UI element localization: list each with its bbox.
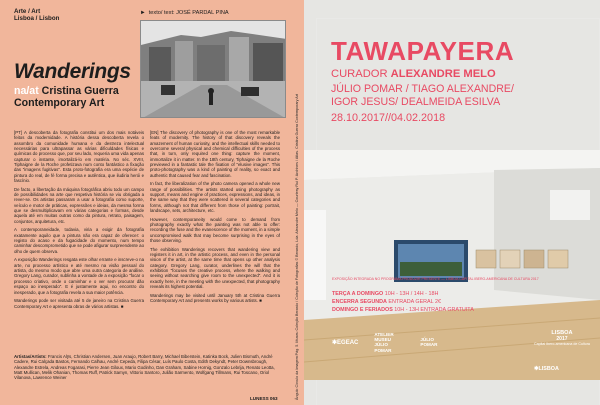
sponsor-logos: [332, 332, 446, 353]
egeac-logo: ✱EGEAC: [332, 339, 359, 346]
poster-dates: 28.10.2017//04.02.2018: [331, 112, 446, 124]
lisboa-year: 2017: [556, 336, 568, 342]
lisboa-text: LISBOA: [551, 330, 573, 336]
article-photo: [140, 20, 286, 118]
exhibition-poster: [304, 0, 600, 405]
poster-caption: EXPOSIÇÃO INTEGRADA NO PROGRAMA PRODUZIR PRESENTE — LISBOA CAPITAL IBERO-AMERICANA DE CULTURA 2017: [332, 277, 539, 281]
photo-credit-text: texto/ text: JOSÉ PARDAL PINA: [148, 10, 229, 16]
schedule-time: 10H - 13H ENTRADA GRATUITA: [392, 307, 474, 314]
artists-names: Francis Alÿs, Christian Andersen, Juan Araujo, Robert Barry, Michael Biberstein, Katinka Bock, Julien Bismuth, André Cadere, Rui Calçada Bastos, Fernando Calhau, André Cepeda, Filipa César, Luís Paulo Costa, Edith Dekyndt, Peter Downsbrough, Alexandre Estrela, Andreas Fogarasi, Pierre Jean Giloux, Mario Godinho, Dan Graham, Sabine Hornig, Gonzalo Lebrija, Renato Leotta, Matt Mullican, Melik Ohanian, Thomas Ruff, Patrick Samyn, Vittorio Santoro, Julião Sarmento, Wolfgang Tillmans, Rui Toscano, Oriol Vilanova, Lawrence Weiner: [14, 354, 275, 381]
poster-title: TAWAPAYERA: [331, 36, 515, 66]
pt-paragraph: [PT] A descoberta da fotografia constitui um dos mais notáveis feitos da modernidade. A história dessa descoberta revela o assombro da comunidade humana e da destreza intelectual necessárias para ultrapassar as várias dificuldades físicas e químicas do processo que, por seu lado, requeria uma vida apenas capturar o instante, imortalizá-lo em matéria. No séc. XVIII, Tiphaigne de la Roche profetizava num conto fantástico a fixação das "imagens fugitivas". Esta proto-fotografia era uma espécie de pintura do real, de fé forma precisa e autêntica, que iludiria herói e fascínio.: [14, 130, 144, 184]
en-paragraph: [EN] The discovery of photography is one of the most remarkable feats of modernity. The history of that discovery reveals the amazement of human curiosity, and the intellectual skills needed to overcome several physical and chemical difficulties of the process that, in turn, only required one thing: capture the moment, immortalize it in matter. In the 18th century, Tiphaigne de la Roche previewed in a fantastic tale the fixation of "elusive images". This proto-photography was a kind of painting of reality, so exact and authentic that caused fear and fascination.: [150, 130, 280, 178]
page-number: LUNESS 063: [250, 396, 278, 401]
julio-pomar-logo: JÚLIO POMAR: [420, 337, 438, 348]
schedule-day: TERÇA A DOMINGO: [332, 291, 384, 297]
schedule-day: DOMINGO E FERIADOS: [332, 307, 393, 314]
vertical-credit-text: Ângulo Círculo da Imagem Pág. 5. Museu Coleção Berardo / Coleção de Fotografias © Berardo, Lda. Alexandre Melo — Courtesy Rui P. Archives / Atlas. Cristina Guerra Contemporary Art: [295, 94, 299, 400]
vertical-credit-strip: [295, 0, 304, 405]
street-photo-illustration: [141, 21, 286, 118]
artists-label: Artistas/Artists:: [14, 354, 47, 359]
section-label: [14, 8, 59, 23]
lisboa-subtitle: Capital Ibero-americana de Cultura: [534, 342, 590, 346]
pt-paragraph: De facto, a libertação da máquina fotográfica abriu todo um campo de possibilidades na arte que respetiva história se viu obrigada a rever-se. Os artistas passaram a usar a fotografia como suporte, veículo e motor de práticas, expressões e ideias, da mesma forma que se desmultiplicavam em várias categorias e formas, desde aquela até em muitas outras como da pintura, retrato, paisagem, conjuntos, arquitetura, etc.: [14, 186, 144, 224]
poster-artists-line2: IGOR JESUS/ DEALMEIDA ESILVA: [331, 96, 501, 109]
section-label-art: Arte / Art: [14, 8, 41, 15]
article-title: Wanderings: [14, 60, 131, 83]
schedule-time: 10H - 13H / 14H - 18H: [383, 291, 439, 297]
schedule-row: [332, 298, 474, 306]
en-paragraph: In fact, the liberalization of the photo camera opened a whole new range of possibilities. The artists started using photography as support, means and engine of practices, expressions, and ideas, in the same way that they were scattered in several categories and forms, although not that different from those of painting: portrait, landscape, sets, architecture, etc.: [150, 181, 280, 214]
en-paragraph: The exhibition Wanderings recovers that wandering view and registers it in art, in the artistic process, and even in the personal vision of the artist, at the same time that opens up other analysis category. Gregory Lang, curator, underlines the will that the exhibition "focuses the creative process, where the walking and seeing without searching give room to the unexpected". And it is exactly here, in the meeting with the unexpected, that photography reveals its highest potential.: [150, 246, 280, 290]
atelier-museu-logo: ATELIER MUSEU JÚLIO POMAR: [374, 332, 394, 353]
camara-lisboa-logo: ✱LISBOA: [534, 366, 559, 372]
pt-paragraph: Wanderings pode ser visitada até 5 de janeiro na Cristina Guerra Contemporary Art e apresenta obras de vários artistas. ■: [14, 298, 144, 309]
byline-prefix: na/at: [14, 85, 39, 97]
poster-artists: [331, 83, 514, 109]
en-paragraph: However, contemporaneity would come to demand from photography exactly what the painting was not able to offer: recording the fuse and the evanescence of the moment, in a simple uncompromised walk that may become surprising in the eyes of those observing.: [150, 216, 280, 244]
schedule-row: [332, 306, 474, 314]
opening-hours: [332, 290, 474, 315]
article-byline: [14, 86, 119, 109]
pt-paragraph: A contemporaneidade, todavia, viria a exigir da fotografia exatamente aquilo que a pintura não era capaz de oferecer: o registo do acaso e da fugacidade do momento, num tempo caminhar descomprometido que se pode afigurar surpreendente ao olho de quem observa.: [14, 227, 144, 254]
byline-gallery-line2: Contemporary Art: [14, 96, 105, 109]
poster-curator: [331, 68, 496, 80]
curator-name: ALEXANDRE MELO: [390, 68, 496, 80]
schedule-time: ENTRADA GERAL 2€: [386, 299, 441, 306]
article-column-portuguese: [14, 130, 144, 312]
en-paragraph: Wanderings may be visited until January 5th at Cristina Guerra Contemporary Art and presents works by various artists. ■: [150, 292, 280, 304]
artists-list: [14, 354, 284, 381]
arrow-icon: ►: [140, 10, 146, 16]
photo-credit: [140, 10, 229, 17]
byline-gallery: Cristina Guerra: [38, 85, 119, 97]
curator-label: CURADOR: [331, 68, 388, 80]
pt-paragraph: A exposição Wanderings resgata este olhar errante e inscreve-o na arte, no processo artístico e até mesmo na visão pessoal do artista, do mesmo modo que abre uma outra categoria de análise. Gregory Lang, curador, sublinha a vontade de a exposição "focar o processo criativo, onde o caminhar e o ver sem procurar dão espaço ao inesperado". E é justamente aqui, no encontro do inesperado, que a fotografia revela a sua maior potência.: [14, 257, 144, 295]
schedule-row: [332, 290, 474, 298]
schedule-day: ENCERRA SEGUNDA: [332, 299, 387, 306]
lisboa-2017-logo: [534, 330, 590, 346]
poster-artists-line1: JÚLIO POMAR / TIAGO ALEXANDRE/: [331, 83, 514, 95]
article-page: [0, 0, 295, 405]
article-column-english: [150, 130, 280, 307]
section-label-city: Lisboa / Lisbon: [14, 15, 60, 23]
